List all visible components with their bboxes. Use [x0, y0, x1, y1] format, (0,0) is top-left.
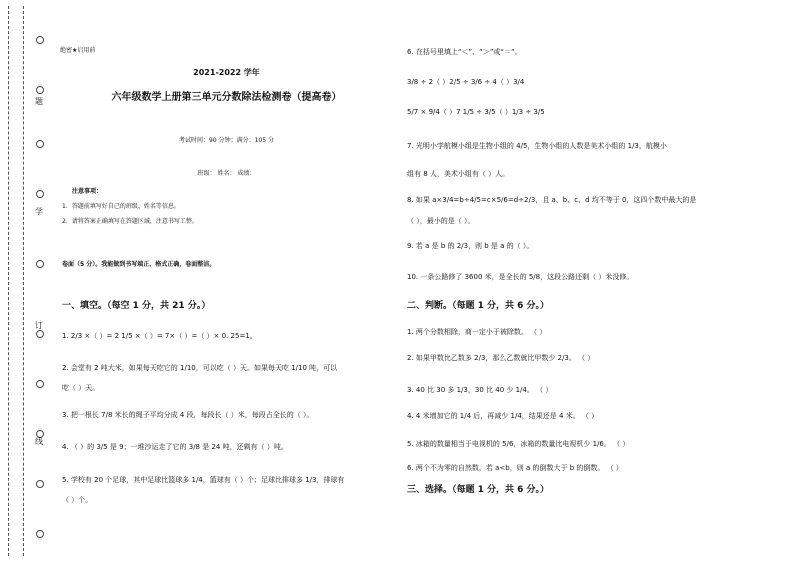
question-line: （ ）个。 — [62, 496, 93, 504]
question-line: 6. 在括号里填上“＜”、“＞”或“＝”。 — [407, 48, 522, 56]
gutter-label: 题 — [35, 97, 43, 106]
note-item: 2．请将答案正确填写在答题区域，注意书写工整。 — [62, 218, 198, 225]
binding-gutter — [0, 0, 43, 562]
gutter-label: 订 — [35, 321, 43, 330]
question-line: 2. 会堂有 2 吨大米，如果每天吃它的 1/10，可以吃（ ）天。如果每天吃 1/10 吨，可以 — [62, 364, 338, 372]
question-line: 1. 2/3 ×（ ）= 2 1/5 ×（ ）= 7×（ ）=（ ）× 0. 25=1。 — [62, 332, 257, 340]
question-line: 4. （ ）的 3/5 是 9；一堆沙运走了它的 3/8 是 24 吨，还剩有（ ）吨。 — [62, 443, 288, 451]
circle-mark — [36, 530, 44, 538]
judge-line: 4. 4 米增加它的 1/4 后，再减少 1/4，结果还是 4 米。 （ ） — [407, 412, 599, 420]
circle-mark — [36, 380, 44, 388]
gutter-label: 线 — [35, 437, 43, 446]
exam-page — [44, 6, 788, 556]
circle-mark — [36, 36, 44, 44]
cut-line — [8, 6, 9, 556]
judge-line: 6. 两个不为零的自然数，若 a<b，则 a 的倒数大于 b 的倒数。 （ ） — [407, 464, 623, 472]
judge-line: 3. 40 比 30 多 1/3，30 比 40 少 1/4。 （ ） — [407, 386, 553, 394]
section1-title: 一、填空。（每空 1 分，共 21 分。） — [62, 301, 211, 311]
exam-meta: 考试时间：90 分钟；满分：105 分 — [179, 137, 274, 144]
question-line: 吃（ ）天。 — [62, 384, 100, 392]
question-line: 7. 光明小学航模小组是生物小组的 4/5，生物小组的人数是美术小组的 1/3，航模小 — [407, 142, 667, 150]
question-line: 3. 把一根长 7/8 米长的绳子平均分成 4 段，每段长（ ）米，每段占全长的（ ）。 — [62, 411, 314, 419]
question-line: 5. 学校有 20 个足球，其中足球比篮球多 1/4，篮球有（ ）个；足球比排球多 1/3，排球有 — [62, 476, 345, 484]
circle-mark — [36, 260, 44, 268]
question-line: 组有 8 人，美术小组有（ ）人。 — [407, 170, 510, 178]
note-item: 1．答题前填写好自己的班级、姓名等信息。 — [62, 203, 180, 210]
circle-mark — [36, 480, 44, 488]
circle-mark — [36, 330, 44, 338]
section2-title: 二、判断。（每题 1 分，共 6 分。） — [407, 301, 550, 311]
question-line: 8. 如果 a×3/4=b÷4/5=c×5/6=d÷2/3，且 a、b、c、d 均不等于 0，这四个数中最大的是 — [407, 196, 697, 204]
circle-mark — [36, 86, 44, 94]
question-line: 9. 若 a 是 b 的 2/3，则 b 是 a 的（ ）。 — [407, 242, 534, 250]
exam-title: 六年级数学上册第三单元分数除法检测卷（提高卷） — [111, 92, 342, 103]
notes-title: 注意事项： — [72, 188, 103, 195]
question-line: 10. 一条公路修了 3600 米，是全长的 5/8，这段公路还剩（ ）米没修。 — [407, 273, 634, 281]
gutter-label: 学 — [35, 207, 43, 216]
seal-line — [23, 6, 24, 556]
neatness-note: 卷面（5 分）。我能做到书写端正、格式正确，卷面整洁。 — [62, 261, 216, 268]
question-line: （ ），最小的是（ ）。 — [407, 217, 475, 225]
section3-title: 三、选择。（每题 1 分，共 6 分。） — [407, 485, 550, 495]
judge-line: 1. 两个分数相除，商一定小于被除数。 （ ） — [407, 328, 547, 336]
student-fields: 班级： 姓名： 成绩： — [197, 170, 256, 177]
circle-mark — [36, 190, 44, 198]
exam-year: 2021-2022 学年 — [193, 68, 260, 77]
question-line: 3/8 ÷ 2（ ）2/5 ÷ 3/6 ÷ 4（ ）3/4 — [407, 78, 525, 86]
question-line: 5/7 × 9/4（ ）7 1/5 ÷ 3/5（ ）1/3 ÷ 3/5 — [407, 108, 545, 116]
judge-line: 5. 冰箱的数量相当于电视机的 5/6，冰箱的数量比电视机少 1/6。 （ ） — [407, 440, 630, 448]
secret-mark: 绝密★启用前 — [60, 47, 96, 54]
judge-line: 2. 如果甲数比乙数多 2/3，那么乙数就比甲数少 2/3。 （ ） — [407, 354, 595, 362]
circle-mark — [36, 140, 44, 148]
